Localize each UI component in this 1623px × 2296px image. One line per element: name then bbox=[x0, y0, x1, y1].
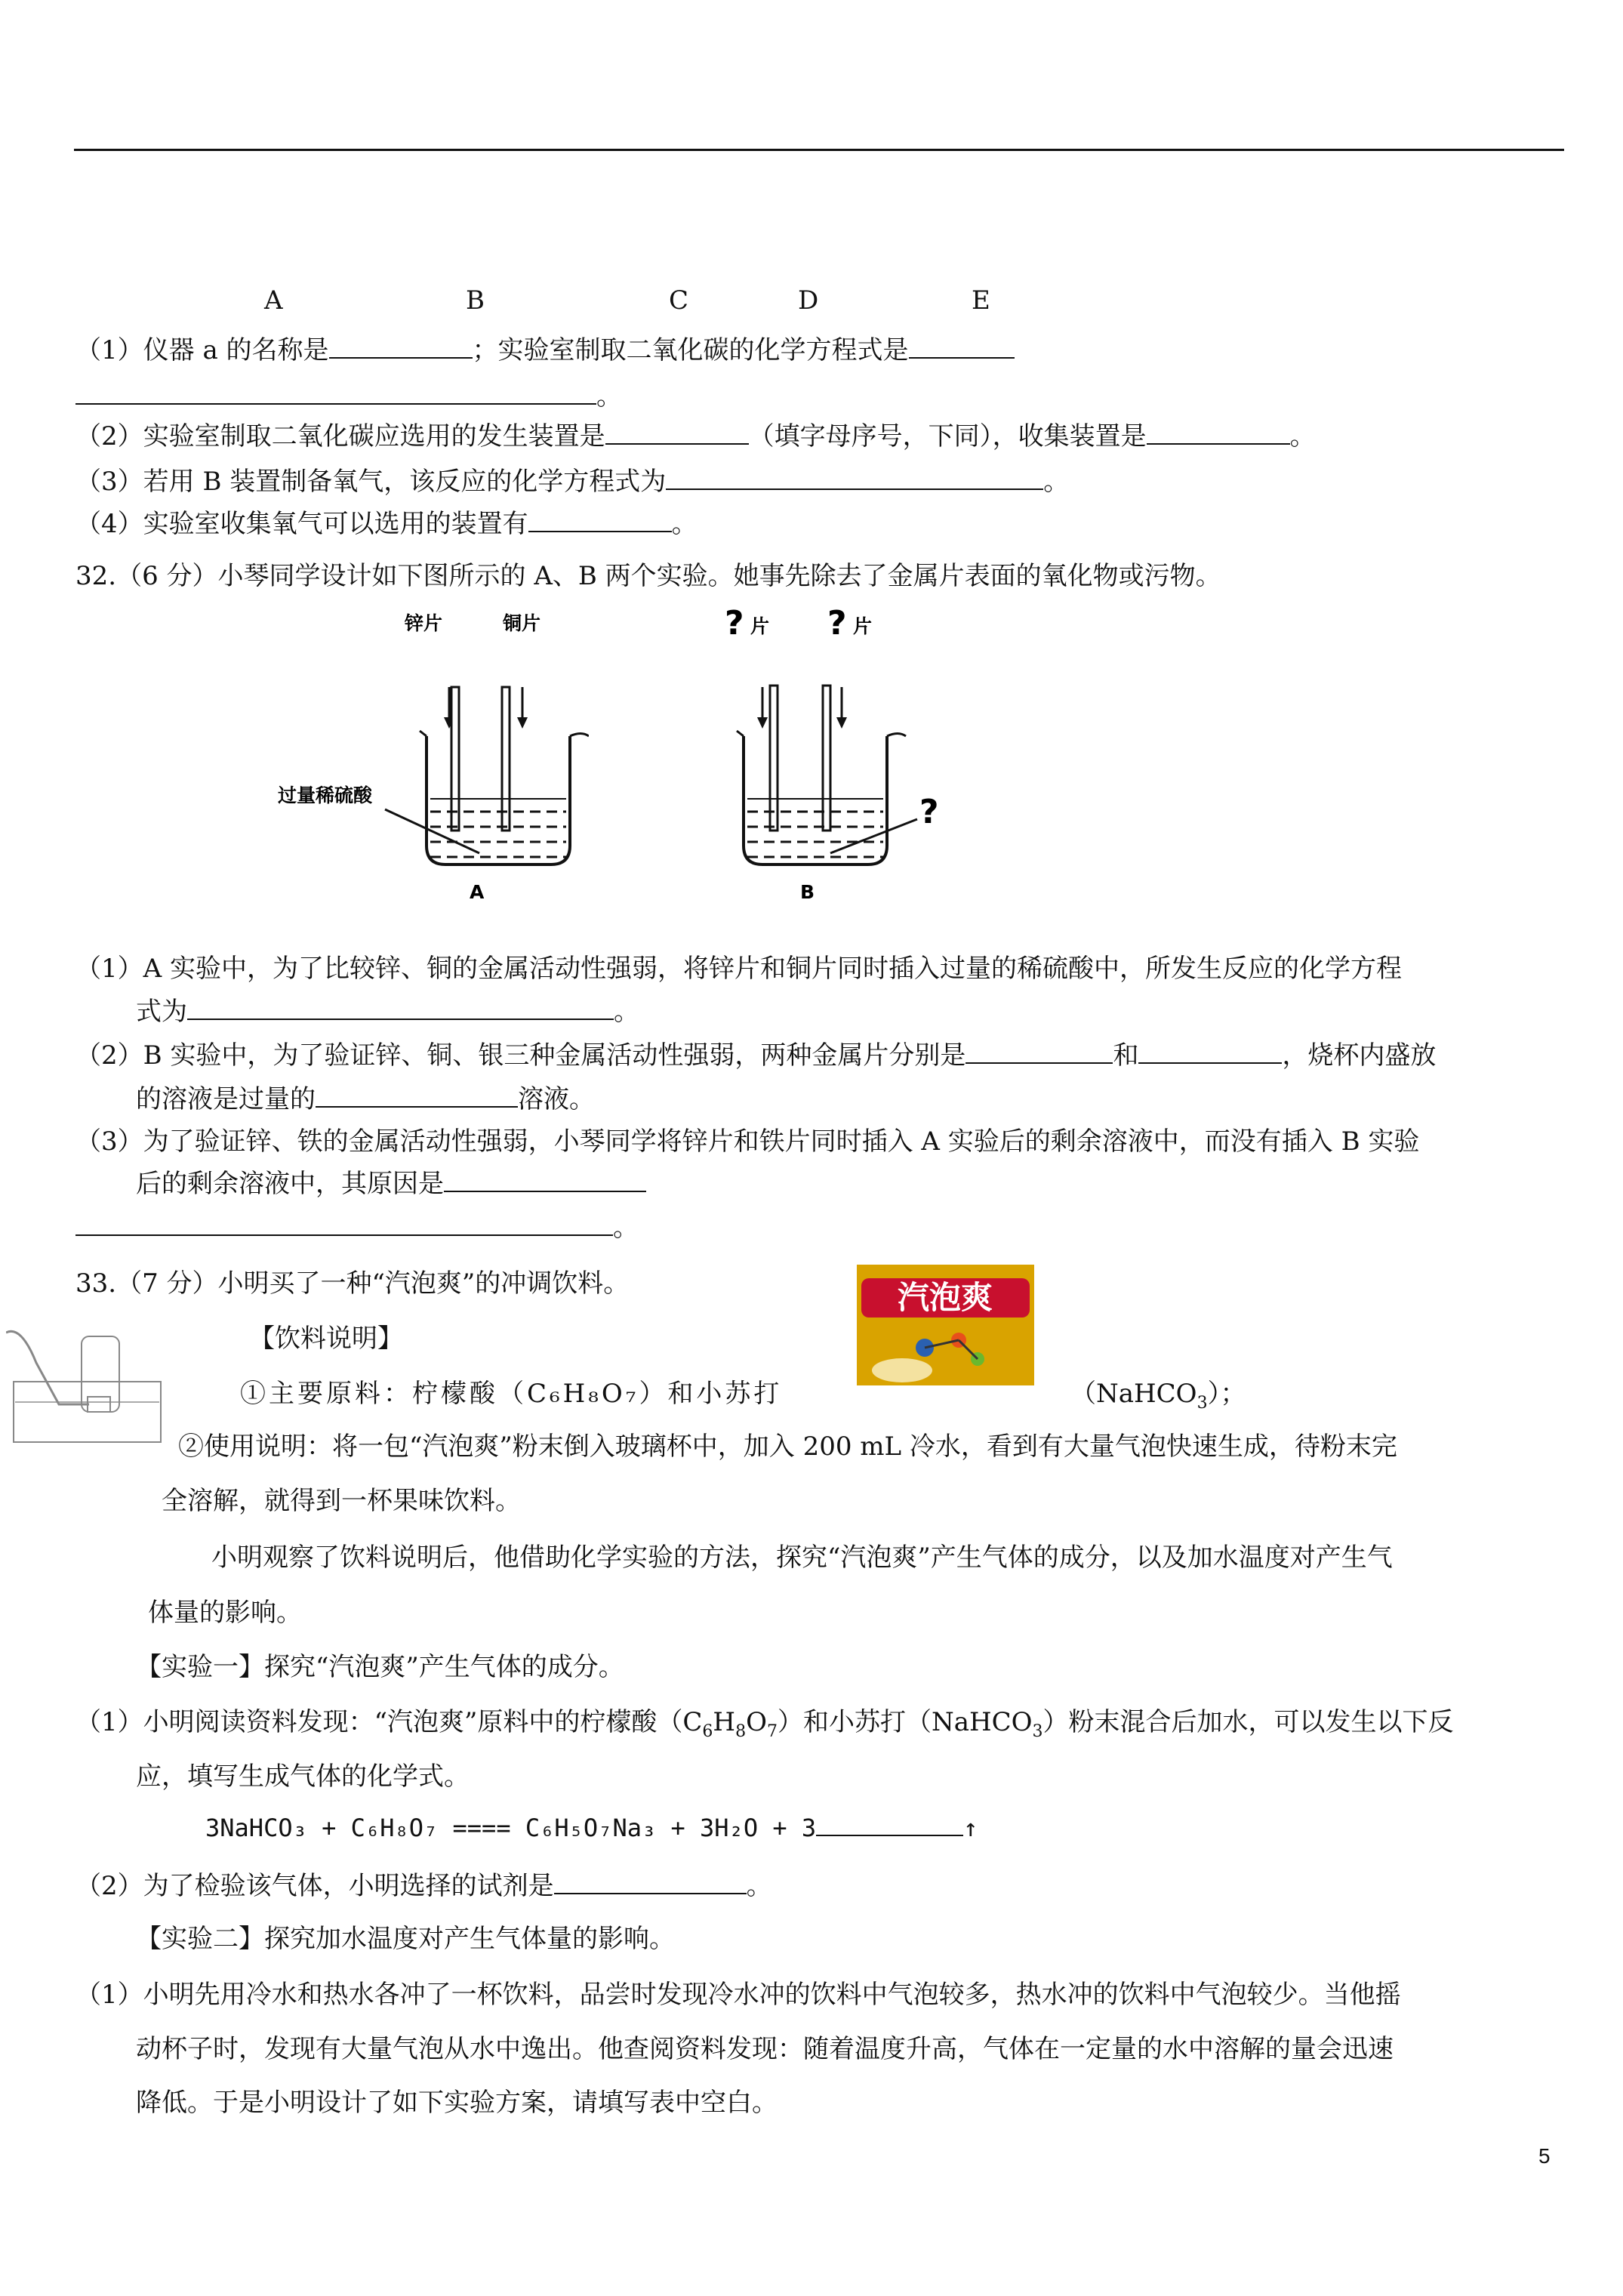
figure-b-name: B bbox=[800, 881, 815, 903]
q31-p1-cont: 。 bbox=[75, 375, 622, 412]
up-arrow-icon: ↑ bbox=[963, 1814, 978, 1842]
q32-p2a: （2）B 实验中，为了验证锌、铜、银三种金属活动性强弱，两种金属片分别是 和 ，烧杯内盛放 bbox=[75, 1040, 1437, 1071]
q31-p1: （1）仪器 a 的名称是 ；实验室制取二氧化碳的化学方程式是 bbox=[75, 329, 1015, 366]
copper-label: 铜片 bbox=[503, 612, 541, 634]
solution-question-icon: ? bbox=[919, 793, 939, 831]
q31-p2: （2）实验室制取二氧化碳应选用的发生装置是 （填字母序号，下同），收集装置是 。 bbox=[75, 421, 1316, 451]
label-a: A bbox=[264, 285, 283, 316]
answer-blank[interactable] bbox=[666, 466, 1043, 490]
liquid-label: 过量稀硫酸 bbox=[278, 784, 373, 806]
observation-line-1: 小明观察了饮料说明后，他借助化学实验的方法，探究“汽泡爽”产生气体的成分，以及加水温度对产生气 bbox=[211, 1542, 1393, 1573]
label-c: C bbox=[669, 285, 689, 316]
zinc-label: 锌片 bbox=[405, 612, 443, 634]
exp2-p2: 动杯子时，发现有大量气泡从水中逸出。他查阅资料发现：随着温度升高，气体在一定量的水中溶解的量会迅速 bbox=[136, 2034, 1394, 2064]
beaker-figure-b bbox=[725, 596, 951, 906]
q32-p1b: 式为 。 bbox=[136, 997, 639, 1027]
q31-p4: （4）实验室收集氧气可以选用的装置有 。 bbox=[75, 509, 698, 539]
q32-title: 32.（6 分）小琴同学设计如下图所示的 A、B 两个实验。她事先除去了金属片表面的氧化物或污物。 bbox=[75, 561, 1221, 591]
question-mark-icon: ? bbox=[725, 604, 744, 643]
exp1-p1-cont: 应，填写生成气体的化学式。 bbox=[136, 1761, 470, 1792]
answer-blank[interactable] bbox=[909, 334, 1015, 359]
answer-blank[interactable] bbox=[816, 1812, 963, 1836]
ingredients-line-end: （NaHCO$_3$）； bbox=[1070, 1379, 1246, 1413]
q32-p2b: 的溶液是过量的 溶液。 bbox=[136, 1084, 595, 1114]
observation-line-2: 体量的影响。 bbox=[148, 1598, 302, 1628]
exp1-p2: （2）为了检验该气体，小明选择的试剂是 。 bbox=[75, 1871, 772, 1901]
q32-p1a: （1）A 实验中，为了比较锌、铜的金属活动性强弱，将锌片和铜片同时插入过量的稀硫酸中，所发生反应的化学方程 bbox=[75, 954, 1402, 984]
usage-line-1: ②使用说明：将一包“汽泡爽”粉末倒入玻璃杯中，加入 200 mL 冷水，看到有大量气泡快速生成，待粉末完 bbox=[178, 1432, 1397, 1462]
answer-blank[interactable] bbox=[965, 1040, 1113, 1064]
ingredients-line: ①主要原料：柠檬酸（C₆H₈O₇）和小苏打 bbox=[240, 1379, 783, 1409]
q32-p3c: 。 bbox=[75, 1207, 639, 1244]
beaker-figure-a bbox=[272, 604, 589, 906]
top-rule bbox=[74, 149, 1564, 151]
label-d: D bbox=[798, 285, 819, 316]
label-b: B bbox=[466, 285, 485, 316]
q32-p3a: （3）为了验证锌、铁的金属活动性强弱，小琴同学将锌片和铁片同时插入 A 实验后的剩余溶液中，而没有插入 B 实验 bbox=[75, 1126, 1420, 1157]
answer-blank[interactable] bbox=[75, 1212, 613, 1236]
experiment-one-heading: 【实验一】探究“汽泡爽”产生气体的成分。 bbox=[136, 1652, 624, 1682]
unknown-strip-label-1: 片 bbox=[750, 615, 770, 637]
gas-collection-apparatus bbox=[6, 1318, 165, 1446]
reaction-equation: 3NaHCO₃ + C₆H₈O₇ ==== C₆H₅O₇Na₃ + 3H₂O + 3 ↑ bbox=[205, 1814, 978, 1842]
q33-title: 33.（7 分）小明买了一种“汽泡爽”的冲调饮料。 bbox=[75, 1268, 630, 1299]
exp2-p1: （1）小明先用冷水和热水各冲了一杯饮料，品尝时发现冷水冲的饮料中气泡较多，热水冲的饮料中气泡较少。当他摇 bbox=[75, 1980, 1401, 2010]
unknown-strip-label-2: 片 bbox=[853, 615, 873, 637]
answer-blank[interactable] bbox=[605, 421, 749, 445]
label-e: E bbox=[972, 285, 990, 316]
usage-line-2: 全溶解，就得到一杯果味饮料。 bbox=[162, 1486, 521, 1516]
figure-a-name: A bbox=[470, 881, 485, 903]
question-mark-icon: ? bbox=[827, 604, 847, 643]
product-box-image bbox=[857, 1265, 1034, 1385]
answer-blank[interactable] bbox=[1147, 421, 1290, 445]
answer-blank[interactable] bbox=[329, 334, 473, 359]
exp1-p1: （1）小明阅读资料发现：“汽泡爽”原料中的柠檬酸$(C_6H_8O_7)$和小苏打（NaHCO$_3$）粉末混合后加水，可以发生以下反 bbox=[75, 1707, 1454, 1741]
q31-p3: （3）若用 B 装置制备氧气，该反应的化学方程式为 。 bbox=[75, 467, 1070, 497]
answer-blank[interactable] bbox=[554, 1870, 747, 1894]
product-logo-text: 汽泡爽 bbox=[897, 1279, 993, 1316]
answer-blank[interactable] bbox=[444, 1168, 646, 1192]
drink-description-heading: 【饮料说明】 bbox=[249, 1324, 403, 1354]
experiment-two-heading: 【实验二】探究加水温度对产生气体量的影响。 bbox=[136, 1924, 675, 1954]
exp2-p3: 降低。于是小明设计了如下实验方案，请填写表中空白。 bbox=[136, 2088, 778, 2118]
q32-p3b: 后的剩余溶液中，其原因是 bbox=[136, 1163, 646, 1200]
answer-blank[interactable] bbox=[528, 508, 672, 532]
answer-blank[interactable] bbox=[316, 1083, 518, 1108]
answer-blank[interactable] bbox=[187, 996, 614, 1020]
answer-blank[interactable] bbox=[1138, 1040, 1282, 1064]
answer-blank[interactable] bbox=[75, 381, 596, 405]
page-number: 5 bbox=[1538, 2144, 1551, 2168]
